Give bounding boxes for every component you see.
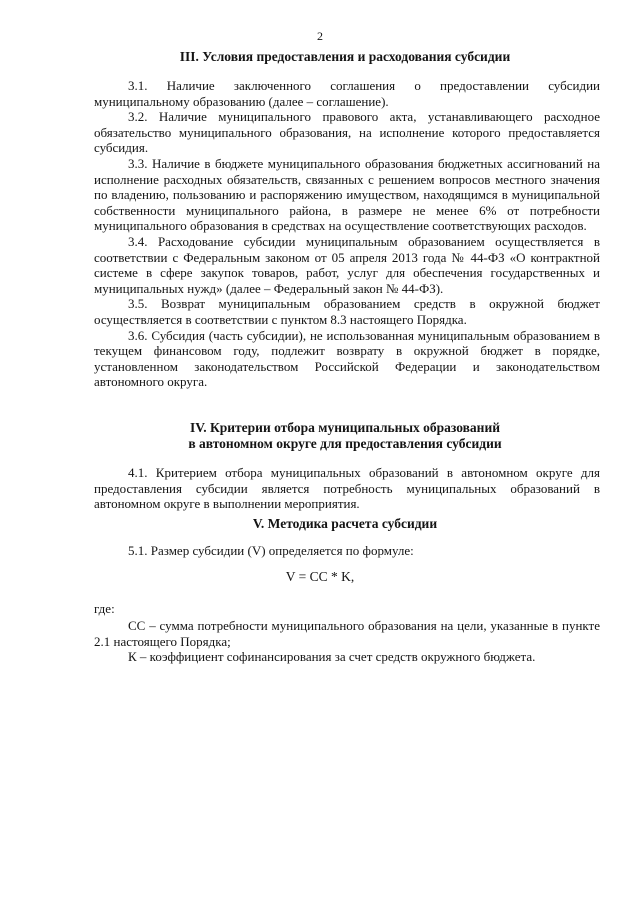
- definition-k: К – коэффициент софинансирования за счет средств окружного бюджета.: [128, 649, 536, 665]
- paragraph-3-3: 3.3. Наличие в бюджете муниципального образования бюджетных ассигнований на исполнение расходных обязательств, связанных с решением вопросов местного значения по владению, пользованию и распоряжению имуществом, находящимся в муниципальной собственности муниципального района, в размере не менее 6% от потребности муниципального образования в средствах на осуществление соответствующих расходов.: [94, 155, 600, 234]
- section-3-body: [94, 78, 600, 390]
- page-number: 2: [317, 29, 323, 43]
- paragraph-3-5: 3.5. Возврат муниципальным образованием средств в окружной бюджет осуществляется в соответствии с пунктом 8.3 настоящего Порядка.: [94, 296, 600, 327]
- paragraph-3-4: 3.4. Расходование субсидии муниципальным образованием осуществляется в соответствии с Федеральным законом от 05 апреля 2013 года № 44-ФЗ «О контрактной системе в сфере закупок товаров, работ, услуг для обеспечения государственных и муниципальных нужд» (далее – Федеральный закон № 44-ФЗ).: [94, 233, 600, 296]
- formula: V = CC * K,: [285, 569, 355, 584]
- paragraph-3-1: 3.1. Наличие заключенного соглашения о предоставлении субсидии муниципальному образованию (далее – соглашение).: [94, 78, 600, 109]
- section-4-body: [94, 465, 600, 512]
- definitions-list: [94, 618, 600, 665]
- section-5-heading: V. Методика расчета субсидии: [252, 516, 438, 531]
- paragraph-4-1: 4.1. Критерием отбора муниципальных образований в автономном округе для предоставления субсидии является потребность муниципальных образований в автономном округе в выполнении мероприятия.: [94, 465, 600, 512]
- section-4-heading-line-1: IV. Критерии отбора муниципальных образований: [189, 420, 501, 435]
- where-label: где:: [94, 601, 115, 616]
- definition-cc: CC – сумма потребности муниципального образования на цели, указанные в пункте 2.1 настоящего Порядка;: [94, 618, 600, 649]
- paragraph-3-2: 3.2. Наличие муниципального правового акта, устанавливающего расходное обязательство муниципального образования, на исполнение которого предоставляется субсидия.: [94, 109, 600, 156]
- section-4-heading-line-2: в автономном округе для предоставления субсидии: [188, 436, 502, 451]
- paragraph-5-1: 5.1. Размер субсидии (V) определяется по формуле:: [128, 543, 414, 558]
- section-5-body: [94, 543, 600, 559]
- section-3-heading: III. Условия предоставления и расходования субсидии: [179, 49, 511, 64]
- paragraph-3-6: 3.6. Субсидия (часть субсидии), не использованная муниципальным образованием в текущем финансовом году, подлежит возврату в окружной бюджет в порядке, установленном законодательством Российской Федерации и законодательством автономного округа.: [94, 327, 600, 390]
